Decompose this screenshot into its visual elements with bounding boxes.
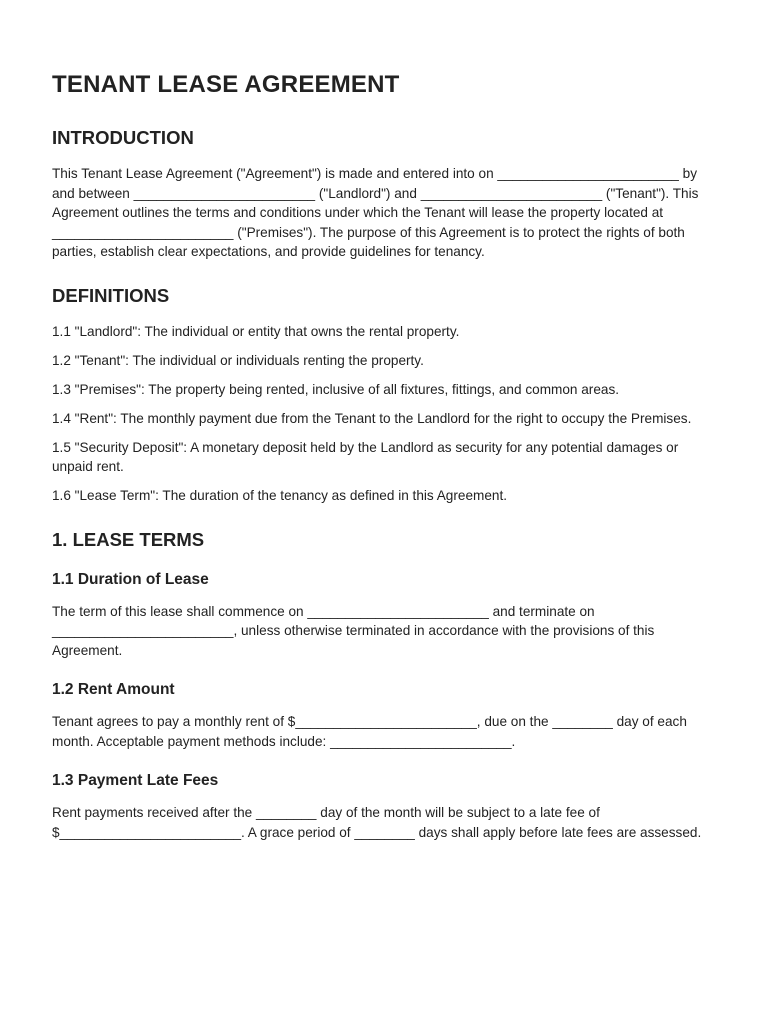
- payment-late-fees-paragraph: Rent payments received after the ________ day of the month will be subject to a late fee of $________________________. A grace period of ________ days shall apply before late fees are assessed.: [52, 805, 702, 840]
- introduction-heading: INTRODUCTION: [52, 127, 194, 148]
- rent-amount-subsection: [52, 680, 718, 751]
- definition-item: 1.6 "Lease Term": The duration of the tenancy as defined in this Agreement.: [52, 488, 508, 503]
- lease-terms-heading: 1. LEASE TERMS: [52, 528, 205, 550]
- duration-of-lease-paragraph: The term of this lease shall commence on ________________________ and terminate on ________________________, unless otherwise terminated in accordance with the provisions of this Agreement.: [52, 603, 655, 658]
- introduction-section: [52, 126, 718, 262]
- document-title: TENANT LEASE AGREEMENT: [52, 71, 400, 98]
- duration-of-lease-subsection: [52, 570, 718, 661]
- definition-item: 1.3 "Premises": The property being rented, inclusive of all fixtures, fittings, and common areas.: [52, 381, 620, 397]
- introduction-paragraph: This Tenant Lease Agreement ("Agreement") is made and entered into on ________________________ by and between ________________________ ("Landlord") and ________________________ ("Tenant"). This Agreement outlines the terms and conditions under which the Tenant will lease the property located at ________________________ ("Premises"). The purpose of this Agreement is to protect the rights of both parties, establish clear expectations, and provide guidelines for tenancy.: [52, 166, 699, 259]
- definition-item: 1.4 "Rent": The monthly payment due from the Tenant to the Landlord for the right to occupy the Premises.: [52, 410, 692, 426]
- payment-late-fees-subsection: [52, 771, 718, 842]
- definition-item: 1.2 "Tenant": The individual or individuals renting the property.: [52, 352, 424, 368]
- definitions-section: [52, 284, 718, 506]
- duration-of-lease-heading: 1.1 Duration of Lease: [52, 570, 209, 588]
- definitions-heading: DEFINITIONS: [52, 284, 170, 306]
- lease-terms-section: [52, 528, 718, 843]
- payment-late-fees-heading: 1.3 Payment Late Fees: [52, 772, 219, 789]
- rent-amount-paragraph: Tenant agrees to pay a monthly rent of $________________________, due on the ________ day of each month. Acceptable payment methods include: ________________________.: [52, 714, 687, 749]
- definition-item: 1.1 "Landlord": The individual or entity that owns the rental property.: [52, 323, 460, 339]
- rent-amount-heading: 1.2 Rent Amount: [52, 681, 175, 698]
- definition-item: 1.5 "Security Deposit": A monetary deposit held by the Landlord as security for any potential damages or unpaid rent.: [52, 439, 679, 474]
